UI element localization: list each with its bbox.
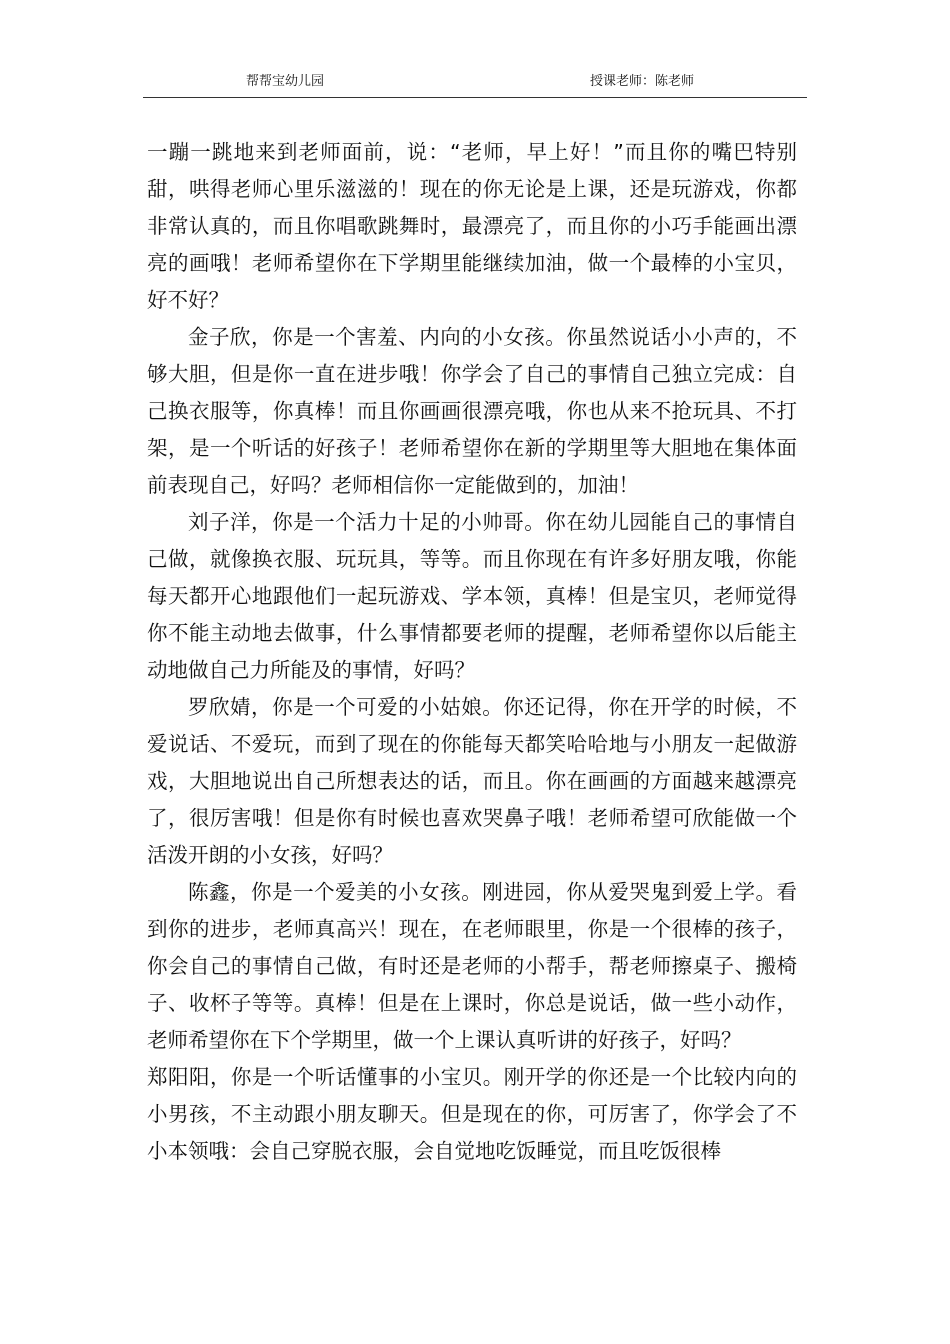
school-name: 帮帮宝幼儿园 bbox=[246, 74, 325, 89]
paragraph: 郑阳阳，你是一个听话懂事的小宝贝。刚开学的你还是一个比较内向的小男孩，不主动跟小朋友聊天。但是现在的你，可厉害了，你学会了不小本领哦：会自己穿脱衣服，会自觉地吃饭睡觉，而且吃饭很棒 bbox=[147, 1065, 797, 1163]
page-header bbox=[143, 72, 807, 98]
paragraph: 金子欣，你是一个害羞、内向的小女孩。你虽然说话小小声的，不够大胆，但是你一直在进步哦！你学会了自己的事情自己独立完成：自己换衣服等，你真棒！而且你画画很漂亮哦，你也从来不抢玩具、不打架，是一个听话的好孩子！老师希望你在新的学期里等大胆地在集体面前表现自己，好吗？老师相信你一定能做到的，加油！ bbox=[147, 325, 797, 497]
paragraph: 罗欣婧，你是一个可爱的小姑娘。你还记得，你在开学的时候，不爱说话、不爱玩，而到了现在的你能每天都笑哈哈地与小朋友一起做游戏，大胆地说出自己所想表达的话，而且。你在画画的方面越来越漂亮了，很厉害哦！但是你有时候也喜欢哭鼻子哦！老师希望可欣能做一个活泼开朗的小女孩，好吗？ bbox=[147, 695, 797, 867]
paragraph: 一蹦一跳地来到老师面前，说：“老师，早上好！”而且你的嘴巴特别甜，哄得老师心里乐滋滋的！现在的你无论是上课，还是玩游戏，你都非常认真的，而且你唱歌跳舞时，最漂亮了，而且你的小巧手能画出漂亮的画哦！老师希望你在下学期里能继续加油，做一个最棒的小宝贝，好不好？ bbox=[147, 140, 797, 312]
paragraph: 陈鑫，你是一个爱美的小女孩。刚进园，你从爱哭鬼到爱上学。看到你的进步，老师真高兴！现在，在老师眼里，你是一个很棒的孩子，你会自己的事情自己做，有时还是老师的小帮手，帮老师擦桌子、搬椅子、收杯子等等。真棒！但是在上课时，你总是说话，做一些小动作，老师希望你在下个学期里，做一个上课认真听讲的好孩子，好吗？ bbox=[147, 880, 797, 1052]
document-body bbox=[147, 134, 797, 1170]
paragraph: 刘子洋，你是一个活力十足的小帅哥。你在幼儿园能自己的事情自己做，就像换衣服、玩玩具，等等。而且你现在有许多好朋友哦，你能每天都开心地跟他们一起玩游戏、学本领，真棒！但是宝贝，老师觉得你不能主动地去做事，什么事情都要老师的提醒，老师希望你以后能主动地做自己力所能及的事情，好吗？ bbox=[147, 510, 797, 682]
teacher-name: 授课老师：陈老师 bbox=[590, 74, 695, 89]
